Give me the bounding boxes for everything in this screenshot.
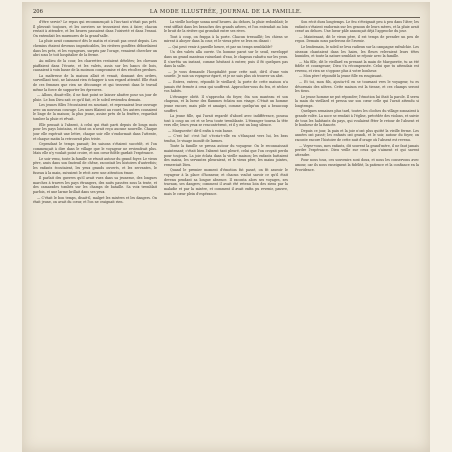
paragraph: Toute la famille se pressa autour du voyageur. On le reconnaissait maintenant; c'était bien l'absent tant pleuré, celui que l'on croyait perdu pour toujours. La joie éclata dans la vieille maison; les enfants battaient des mains, les servantes pleuraient, et le vieux père, les mains jointes, remerciait Dieu. [164,144,288,167]
paragraph: Le jeune homme ne put répondre; l'émotion lui ôtait la parole. Il serra la main du vieillard et pressa sur son cœur celle qui l'avait attendu si longtemps. [295,94,419,108]
paragraph: Le soir venu, toute la famille se réunit autour du grand foyer. Le vieux père, assis dans son fauteuil de chêne, racontait les histoires d'autrefois; les enfants écoutaient, les yeux grands ouverts, et les servantes, le fuseau à la main, suivaient le récit avec une attention émue. [33,156,157,175]
paragraph: Au milieu de la cour, les charrettes restaient dételées; les chevaux piaffaient dans l'écurie, et les valets, assis sur les bancs de bois, causaient à voix basse de la moisson compromise et des récoltes perdues. [33,58,157,73]
paragraph: — Qui peut venir à pareille heure, et par un temps semblable? [168,44,273,49]
paragraph: — Ma fille, dit le vieillard en prenant la main de Marguerite, tu as été fidèle et courageuse; Dieu t'a récompensée. Celui que tu attendais est revenu, et rien ne s'oppose plus à votre bonheur. [295,59,419,73]
running-title: LA MODE ILLUSTRÉE, JOURNAL DE LA FAMILLE. [149,9,303,15]
paragraph: Quelques semaines plus tard, toutes les cloches du village sonnaient à grande volée. La noce se rendait à l'église, précédée des violons, et suivie de tous les habitants du pays, qui voulaient fêter le retour de l'absent et le bonheur de la fiancée. [295,109,419,128]
paragraph: — Et toi, mon fils, ajouta-t-il en se tournant vers le voyageur, tu es désormais des nôtres. Cette maison est la tienne, et ces champs seront les tiens. [295,79,419,94]
paragraph: Quand le premier moment d'émotion fut passé, on fit asseoir le voyageur à la place d'honneur, et chacun voulut savoir ce qu'il était devenu pendant sa longue absence. Il raconta alors ses voyages, ses travaux, ses dangers; comment il avait été retenu loin des siens par la maladie et par la misère, et comment il avait enfin pu revenir, pauvre, mais le cœur plein d'espérance. [164,168,288,196]
paragraph: Il parlait des guerres qu'il avait vues dans sa jeunesse, des longues marches à travers les pays étrangers, des nuits passées sous la tente, et des camarades tombés sur les champs de bataille. Sa voix tremblait parfois, et une larme brillait dans ses yeux. [33,176,157,195]
paragraph: — Voyez-vous, mes enfants, dit souvent la grand'mère, il ne faut jamais perdre l'espérance. Dieu veille sur ceux qui s'aiment et qui savent attendre. [295,143,419,157]
paragraph: — Allons, disait-elle, il ne faut point se laisser abattre pour un jour de pluie. Le bon Dieu sait ce qu'il fait, et le soleil reviendra demain. [33,93,157,102]
page-header [22,7,430,17]
paragraph: La vieille horloge sonna neuf heures. Au dehors, la pluie redoublait; le vent sifflait dans les branches des grands arbres, et l'on entendait au loin le bruit de la rivière qui grondait entre ses rives. [164,20,288,34]
paragraph: Cependant le temps passait; les saisons s'étaient succédé, et l'on commençait à dire dans le village que le voyageur ne reviendrait plus. Mais elle n'y voulait point croire, et son cœur fidèle gardait l'espérance. [33,141,157,156]
paragraph: d'être servie? Le repas qui recommençait à l'ins-tant n'était pas prêt. Il pleuvait toujours, et les ouvriers ne trouvaient rien à faire; chacun restait à attendre, et les heures passaient dans l'oisiveté et dans l'ennui. On entendait les murmures de la grand'salle. [33,20,157,38]
paragraph: — Je vous demande l'hospitalité pour cette nuit, dit-il d'une voix sourde. Je suis un voyageur égaré, et je ne sais plus où trouver un abri. [164,69,288,79]
paragraph: Tout à coup, on frappa à la porte. Chacun tressaillit; les chiens se mirent à aboyer dans la cour, et le vieux père se leva en disant : [164,34,288,44]
newspaper-page [22,2,430,452]
paragraph: — Mon père! répondit la jeune fille en rougissant. [299,74,383,79]
paragraph: La pluie avait commencé dès le matin et n'avait pas cessé depuis. Les chemins étaient devenus impraticables, les rivières gonflées débordaient dans les prés, et les voyageurs, surpris par l'orage, venaient chercher un abri sous le toit hospitalier de la ferme. [33,39,157,58]
paragraph: Son récit dura longtemps. Le feu s'éteignait peu à peu dans l'âtre; les enfants s'étaient endormis sur les genoux de leurs mères, et la pluie avait cessé au dehors. Une lueur pâle annonçait déjà l'approche du jour. [295,20,419,34]
text-column-right [295,20,419,448]
text-column-middle [164,20,288,448]
paragraph: La maîtresse de la maison allait et venait, donnant des ordres, surveillant tout, ne laissant rien échapper à son regard attentif. Elle était de ces femmes que rien ne décourage et qui trouvent dans le travail même la force de supporter les épreuves. [33,73,157,92]
paragraph: Le lendemain, le soleil se leva radieux sur la campagne rafraîchie. Les oiseaux chantaient dans les haies, les fleurs relevaient leurs têtes humides, et toute la nature semblait se réjouir avec la famille. [295,44,419,59]
paragraph: — Maintenant, dit le vieux père, il est temps de prendre un peu de repos. Demain nous parlerons de l'avenir. [295,34,419,44]
paragraph: — Marguerite! dit-il enfin à voix basse. [168,128,234,133]
paragraph: Un des valets alla ouvrir. Un homme parut sur le seuil, enveloppé dans un grand manteau ruisselant d'eau, le chapeau rabattu sur les yeux. Il s'arrêta un instant, comme hésitant à entrer, puis il fit quelques pas dans la salle. [164,50,288,69]
page-number: 206 [33,9,43,15]
paragraph: Depuis ce jour, la paix et la joie n'ont plus quitté la vieille ferme. Les années ont passé; les enfants ont grandi, et le soir, autour du foyer, on raconte encore l'histoire de cette nuit d'orage où l'absent est revenu. [295,128,419,143]
paragraph: — Entrez, entrez, répondit le vieillard; la porte de cette maison n'a jamais été fermée à ceux qui souffrent. Approchez-vous du feu, et séchez vos habits. [164,79,288,94]
paragraph: — C'était le bon temps, disait-il, malgré les misères et les dangers. On était jeune, on avait du cœur, et l'on ne craignait rien. [33,195,157,205]
paragraph: Elle pensait à l'absent, à celui qui était parti depuis de longs mois pour les pays lointains, et dont on n'avait reçu aucune nouvelle. Chaque jour elle espérait une lettre, chaque soir elle s'endormait dans l'attente, et chaque matin la retrouvait plus triste. [33,122,157,141]
paragraph: — C'est lui! c'est lui! s'écria-t-elle en s'élançant vers lui, les bras tendus, le visage inondé de larmes. [164,134,288,143]
paragraph: La jeune fille, qui l'avait regardé d'abord avec indifférence, poussa tout à coup un cri et se leva toute tremblante. L'étranger tourna la tête vers elle; leurs yeux se rencontrèrent, et il y eut un long silence. [164,114,288,128]
text-column-left [33,20,157,448]
header-rule [32,17,420,18]
paragraph: Les jeunes filles l'écoutaient en souriant, et reprenaient leur ouvrage avec un nouveau courage. Les unes filaient au rouet, les autres cousaient le linge de la maison; la plus jeune, assise près de la fenêtre, regardait tomber la pluie et rêvait. [33,103,157,122]
paragraph: L'étranger obéit. Il s'approcha du foyer, ôta son manteau et son chapeau, et la lueur des flammes éclaira son visage. C'était un homme jeune encore, mais pâle et amaigri, comme quelqu'un qui a beaucoup souffert. [164,94,288,113]
paragraph: Pour nous tous, ces souvenirs sont doux, et nous les conservons avec amour, car ils nous enseignent la fidélité, la patience et la confiance en la Providence. [295,158,419,172]
